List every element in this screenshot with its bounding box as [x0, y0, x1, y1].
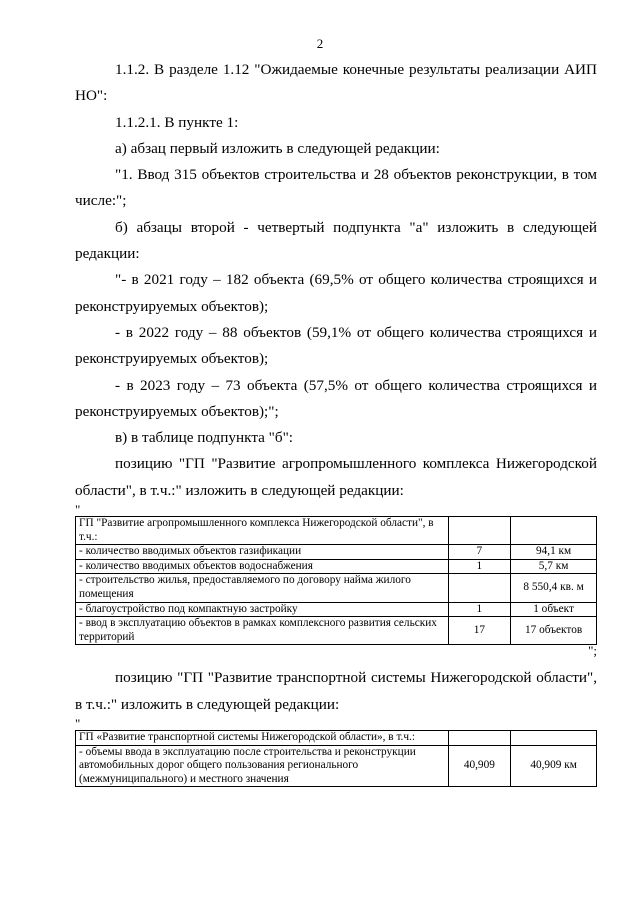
paragraph: позицию "ГП "Развитие агропромышленного комплекса Нижегородской области", в т.ч.:" изложить в следующей редакции:: [75, 455, 597, 499]
table-row: [76, 545, 597, 560]
table-cell: 17: [448, 617, 511, 645]
table-transport: [75, 730, 597, 787]
paragraph: 1.1.2.1. В пункте 1:: [115, 113, 239, 131]
table-cell: 1: [448, 602, 511, 617]
table-cell: [448, 517, 511, 545]
paragraph: б) абзацы второй - четвертый подпункта "а" изложить в следующей редакции:: [75, 218, 597, 263]
table-cell: ГП "Развитие агропромышленного комплекса Нижегородской области", в т.ч.:: [76, 517, 449, 545]
table-cell: ГП «Развитие транспортной системы Нижегородской области», в т.ч.:: [76, 730, 449, 745]
table-cell: 1: [448, 559, 511, 574]
table-cell: 5,7 км: [511, 559, 597, 574]
table-row: [76, 730, 597, 745]
table-cell: - ввод в эксплуатацию объектов в рамках комплексного развития сельских территорий: [76, 617, 449, 645]
table-row: [76, 617, 597, 645]
open-quote: ": [75, 715, 81, 731]
table-cell: - количество вводимых объектов газификации: [76, 545, 449, 560]
table-cell: [511, 730, 597, 745]
table-row: [76, 517, 597, 545]
table-row: [76, 602, 597, 617]
table-cell: - строительство жилья, предоставляемого по договору найма жилого помещения: [76, 574, 449, 602]
table-cell: [511, 517, 597, 545]
document-body: [75, 57, 597, 787]
table-cell: - благоустройство под компактную застройку: [76, 602, 449, 617]
table-cell: 40,909: [448, 745, 511, 787]
table-cell: 94,1 км: [511, 545, 597, 560]
table-row: [76, 559, 597, 574]
table-cell: - количество вводимых объектов водоснабжения: [76, 559, 449, 574]
open-quote: ": [75, 502, 81, 518]
paragraph: 1.1.2. В разделе 1.12 "Ожидаемые конечные результаты реализации АИП НО":: [75, 61, 597, 105]
paragraph: - в 2023 году – 73 объекта (57,5% от общего количества строящихся и реконструируемых объектов);";: [75, 376, 597, 420]
close-quote: ";: [588, 643, 597, 659]
table-cell: 17 объектов: [511, 617, 597, 645]
paragraph: - в 2022 году – 88 объектов (59,1% от общего количества строящихся и реконструируемых объектов);: [75, 323, 597, 368]
table-row: [76, 745, 597, 787]
table-cell: 8 550,4 кв. м: [511, 574, 597, 602]
table-cell: [448, 730, 511, 745]
paragraph: позицию "ГП "Развитие транспортной системы Нижегородской области", в т.ч.:" изложить в следующей редакции:: [75, 669, 597, 713]
paragraph: а) абзац первый изложить в следующей редакции:: [115, 139, 440, 157]
table-agro: [75, 516, 597, 645]
table-cell: 7: [448, 545, 511, 560]
paragraph: в) в таблице подпункта "б":: [115, 429, 294, 447]
table-cell: 1 объект: [511, 602, 597, 617]
table-cell: [448, 574, 511, 602]
paragraph: "- в 2021 году – 182 объекта (69,5% от общего количества строящихся и реконструируемых объектов);: [75, 271, 597, 315]
table-cell: 40,909 км: [511, 745, 597, 787]
paragraph: "1. Ввод 315 объектов строительства и 28 объектов реконструкции, в том числе:";: [75, 166, 597, 210]
table-row: [76, 574, 597, 602]
table-cell: - объемы ввода в эксплуатацию после строительства и реконструкции автомобильных дорог общего пользования регионального (межмуниципального) и местного значения: [76, 745, 449, 787]
page-number: 2: [316, 36, 324, 51]
